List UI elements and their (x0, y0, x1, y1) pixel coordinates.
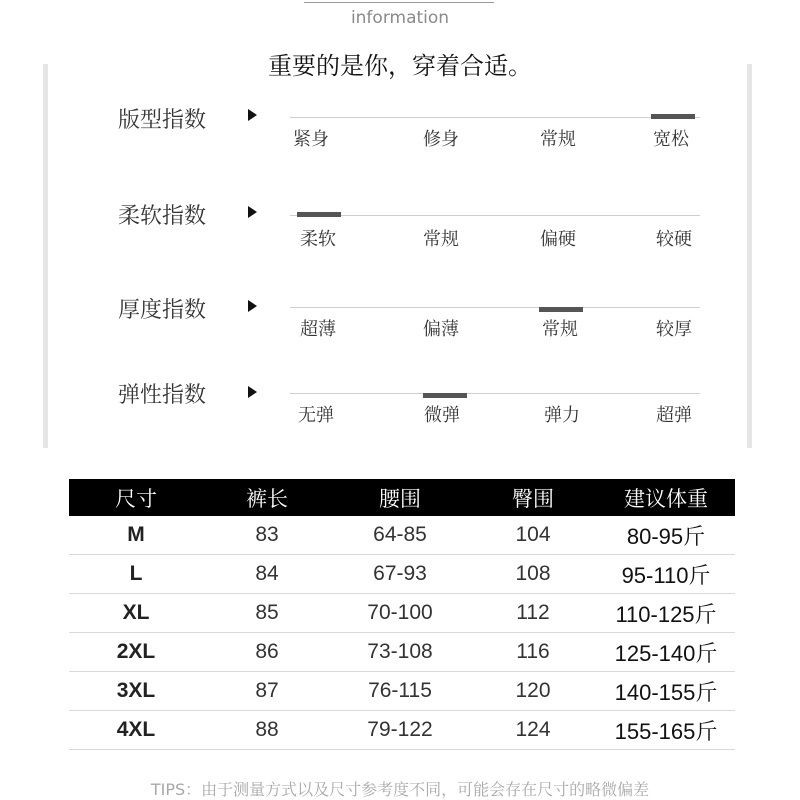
header-length: 裤长 (203, 479, 331, 516)
selected-marker (651, 114, 695, 119)
scale-option: 柔软 (300, 229, 336, 250)
information-label: information (350, 8, 450, 28)
table-row (69, 633, 735, 672)
selected-marker (423, 393, 467, 398)
table-row (69, 672, 735, 711)
length-cell: 86 (203, 633, 331, 672)
waist-cell: 73-108 (331, 633, 469, 672)
weight-cell: 140-155斤 (597, 672, 735, 711)
scale-line (290, 215, 700, 216)
header-weight: 建议体重 (597, 479, 735, 516)
scale-option: 偏薄 (423, 319, 459, 340)
waist-cell: 67-93 (331, 555, 469, 594)
weight-cell: 155-165斤 (597, 711, 735, 750)
size-cell: M (69, 516, 203, 555)
waist-cell: 70-100 (331, 594, 469, 633)
scale-option: 弹力 (544, 405, 580, 426)
length-cell: 88 (203, 711, 331, 750)
scale-line (290, 117, 700, 118)
table-header-row (69, 479, 735, 516)
hip-cell: 124 (469, 711, 597, 750)
header-hip: 臀围 (469, 479, 597, 516)
scale-option: 紧身 (293, 129, 329, 150)
hip-cell: 120 (469, 672, 597, 711)
size-cell: L (69, 555, 203, 594)
length-cell: 84 (203, 555, 331, 594)
scale-option: 超薄 (300, 319, 336, 340)
index-label: 柔软指数 (118, 204, 207, 229)
scale-option: 较硬 (656, 229, 692, 250)
index-row-thickness (0, 293, 800, 363)
weight-cell: 125-140斤 (597, 633, 735, 672)
arrow-right-icon (248, 386, 257, 398)
tips-note: TIPS：由于测量方式以及尺寸参考度不同，可能会存在尺寸的略微偏差 (150, 780, 650, 799)
top-divider (304, 2, 494, 3)
size-cell: 4XL (69, 711, 203, 750)
scale-option: 修身 (423, 129, 459, 150)
index-label: 弹性指数 (118, 383, 207, 408)
scale-line (290, 307, 700, 308)
arrow-right-icon (248, 206, 257, 218)
scale-option: 偏硬 (540, 229, 576, 250)
scale-option: 无弹 (298, 405, 334, 426)
size-cell: 2XL (69, 633, 203, 672)
scale-option: 常规 (542, 319, 578, 340)
table-row (69, 594, 735, 633)
length-cell: 85 (203, 594, 331, 633)
table-row (69, 711, 735, 750)
length-cell: 87 (203, 672, 331, 711)
waist-cell: 64-85 (331, 516, 469, 555)
scale-option: 较厚 (656, 319, 692, 340)
selected-marker (297, 212, 341, 217)
scale-option: 常规 (423, 229, 459, 250)
index-row-softness (0, 199, 800, 269)
header-size: 尺寸 (69, 479, 203, 516)
selected-marker (539, 307, 583, 312)
header-waist: 腰围 (331, 479, 469, 516)
size-cell: XL (69, 594, 203, 633)
hip-cell: 108 (469, 555, 597, 594)
weight-cell: 95-110斤 (597, 555, 735, 594)
hip-cell: 104 (469, 516, 597, 555)
waist-cell: 79-122 (331, 711, 469, 750)
arrow-right-icon (248, 300, 257, 312)
index-label: 版型指数 (118, 108, 207, 133)
page-headline: 重要的是你，穿着合适。 (268, 52, 532, 80)
hip-cell: 112 (469, 594, 597, 633)
scale-option: 常规 (540, 129, 576, 150)
length-cell: 83 (203, 516, 331, 555)
weight-cell: 80-95斤 (597, 516, 735, 555)
scale-option: 宽松 (653, 129, 689, 150)
hip-cell: 116 (469, 633, 597, 672)
size-cell: 3XL (69, 672, 203, 711)
index-row-fit (0, 103, 800, 173)
index-label: 厚度指数 (118, 298, 207, 323)
arrow-right-icon (248, 109, 257, 121)
size-table (69, 479, 735, 750)
waist-cell: 76-115 (331, 672, 469, 711)
index-row-elasticity (0, 378, 800, 448)
scale-option: 微弹 (424, 405, 460, 426)
scale-line (290, 393, 700, 394)
weight-cell: 110-125斤 (597, 594, 735, 633)
scale-option: 超弹 (656, 405, 692, 426)
table-row (69, 555, 735, 594)
table-row (69, 516, 735, 555)
